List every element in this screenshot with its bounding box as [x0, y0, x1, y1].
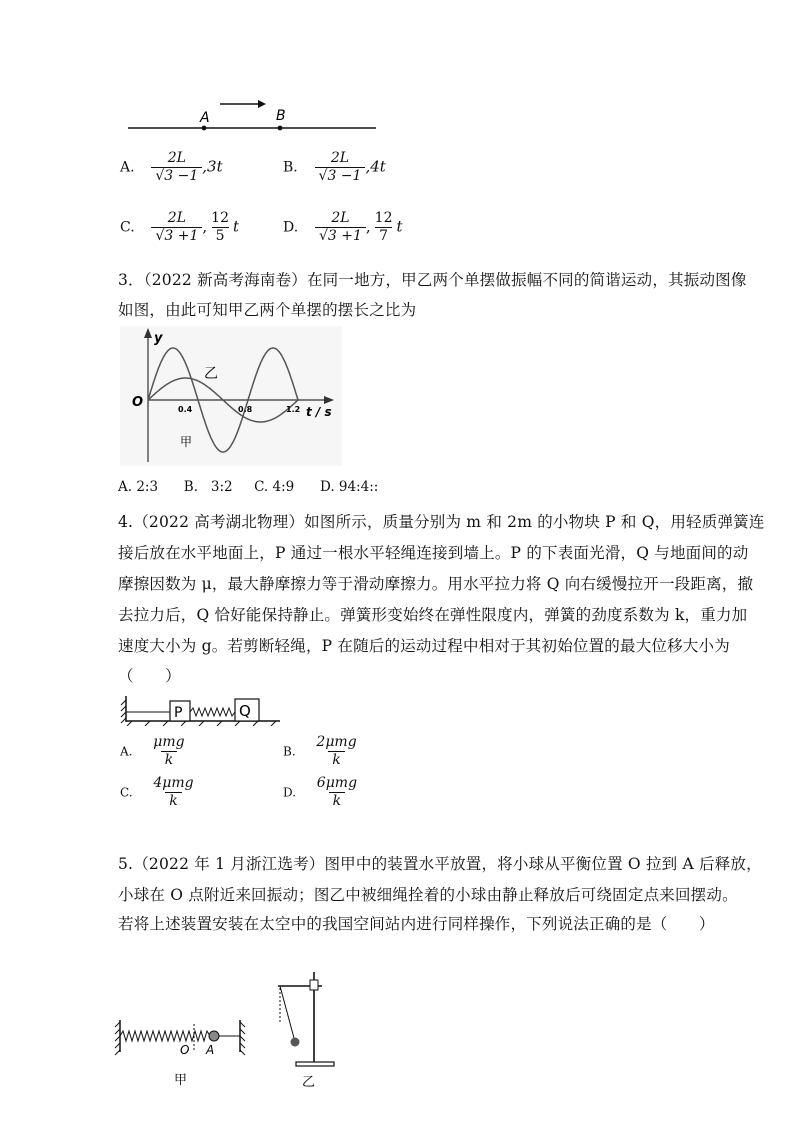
fraction: $\frac{\text{6μmg}}{k}$ — [316, 775, 358, 809]
fraction: $\frac{\text{μmg}}{k}$ — [153, 734, 185, 768]
q4-line1: 4.（2022 高考湖北物理）如图所示，质量分别为 m 和 2m 的小物块 P 和 Q，用轻质弹簧连 — [118, 513, 765, 531]
block-q-label: Q — [239, 702, 251, 720]
figure-jia-spring — [112, 1012, 252, 1088]
option-letter: B. — [283, 159, 298, 176]
y-axis-label: y — [154, 331, 163, 346]
point-a-label: A — [200, 110, 210, 126]
t-axis-label: t / s — [306, 405, 332, 419]
fraction: $\frac{2L}{√3 -1}$ — [151, 150, 202, 185]
q4-line2: 接后放在水平地面上，P 通过一根水平轻绳连接到墙上。P 的下表面光滑，Q 与地面间的动 — [118, 544, 749, 562]
point-a-label-fig5: A — [206, 1043, 215, 1057]
q4-line6: （ ） — [118, 667, 181, 685]
label-jia-fig5: 甲 — [174, 1073, 188, 1088]
q4-option-b[interactable] — [283, 734, 361, 769]
q4-option-d[interactable] — [283, 775, 361, 810]
origin-label: O — [132, 395, 144, 410]
option-letter: C. — [120, 219, 135, 236]
q2-option-d[interactable]: D. $\frac{2L}{√3 +1}$ , $\frac{12}{7}$ t — [283, 210, 403, 244]
option-letter: A. — [120, 159, 135, 176]
q2-option-b[interactable]: B. $\frac{2L}{√3 -1}$ ,4t — [283, 150, 386, 184]
figure-yi-pendulum — [268, 966, 348, 1090]
fraction: $\frac{2L}{√3 +1}$ — [315, 210, 366, 245]
q3-stem-line1: 3．（2022 新高考海南卷）在同一地方，甲乙两个单摆做振幅不同的简谐运动，其振动图像 — [118, 271, 747, 289]
fraction: $\frac{\text{4μmg}}{k}$ — [153, 775, 194, 809]
tick-1-2: 1.2 — [286, 405, 301, 414]
fraction: $\frac{12}{7}$ — [374, 210, 393, 244]
q4-line5: 速度大小为 g。若剪断轻绳，P 在随后的运动过程中相对于其初始位置的最大位移大小为 — [118, 637, 730, 655]
ab-line-figure — [120, 92, 385, 137]
q4-option-a[interactable] — [120, 734, 189, 769]
point-o-label: O — [180, 1043, 190, 1057]
q5-line2: 小球在 O 点附近来回振动；图乙中被细绳拴着的小球由静止释放后可绕固定点来回摆动。 — [118, 886, 738, 904]
tick-0-4: 0.4 — [178, 405, 193, 414]
q2-option-c[interactable]: C. $\frac{2L}{√3 +1}$ , $\frac{12}{5}$ t — [120, 210, 240, 244]
q2-option-a[interactable]: A. $\frac{2L}{√3 -1}$ ,3t — [120, 150, 223, 184]
q5-line1: 5.（2022 年 1 月浙江选考）图甲中的装置水平放置，将小球从平衡位置 O 拉到 A 后释放， — [118, 855, 762, 873]
point-b-label: B — [276, 108, 286, 124]
label-yi-fig5: 乙 — [302, 1075, 316, 1090]
q3-stem-line2: 如图，由此可知甲乙两个单摆的摆长之比为 — [118, 301, 417, 319]
fraction: $\frac{2L}{√3 -1}$ — [315, 150, 366, 185]
option-letter: D. — [283, 785, 297, 800]
oscillation-graph — [120, 326, 342, 466]
option-letter: D. — [283, 219, 299, 236]
option-letter: C. — [120, 785, 133, 800]
fraction: $\frac{\text{2μmg}}{k}$ — [316, 734, 357, 768]
option-letter: A. — [120, 744, 133, 759]
fraction: $\frac{2L}{√3 +1}$ — [151, 210, 202, 245]
spring-block-figure — [120, 694, 290, 726]
q5-line3: 若将上述装置安装在太空中的我国空间站内进行同样操作，下列说法正确的是（ ） — [118, 915, 715, 933]
label-yi: 乙 — [204, 366, 218, 382]
fraction: $\frac{12}{5}$ — [211, 210, 229, 244]
q4-line3: 摩擦因数为 μ，最大静摩擦力等于滑动摩擦力。用水平拉力将 Q 向右缓慢拉开一段距离，撤 — [118, 575, 754, 593]
label-jia: 甲 — [180, 435, 193, 449]
tick-0-8: 0.8 — [238, 405, 253, 414]
q4-line4: 去拉力后，Q 恰好能保持静止。弹簧形变始终在弹性限度内，弹簧的劲度系数为 k，重力加 — [118, 606, 748, 624]
option-letter: B. — [283, 744, 296, 759]
block-p-label: P — [174, 705, 183, 721]
q3-options[interactable]: A. 2:3 B. 3:2 C. 4:9 D. 94:4:: — [118, 479, 379, 495]
q4-option-c[interactable] — [120, 775, 198, 810]
